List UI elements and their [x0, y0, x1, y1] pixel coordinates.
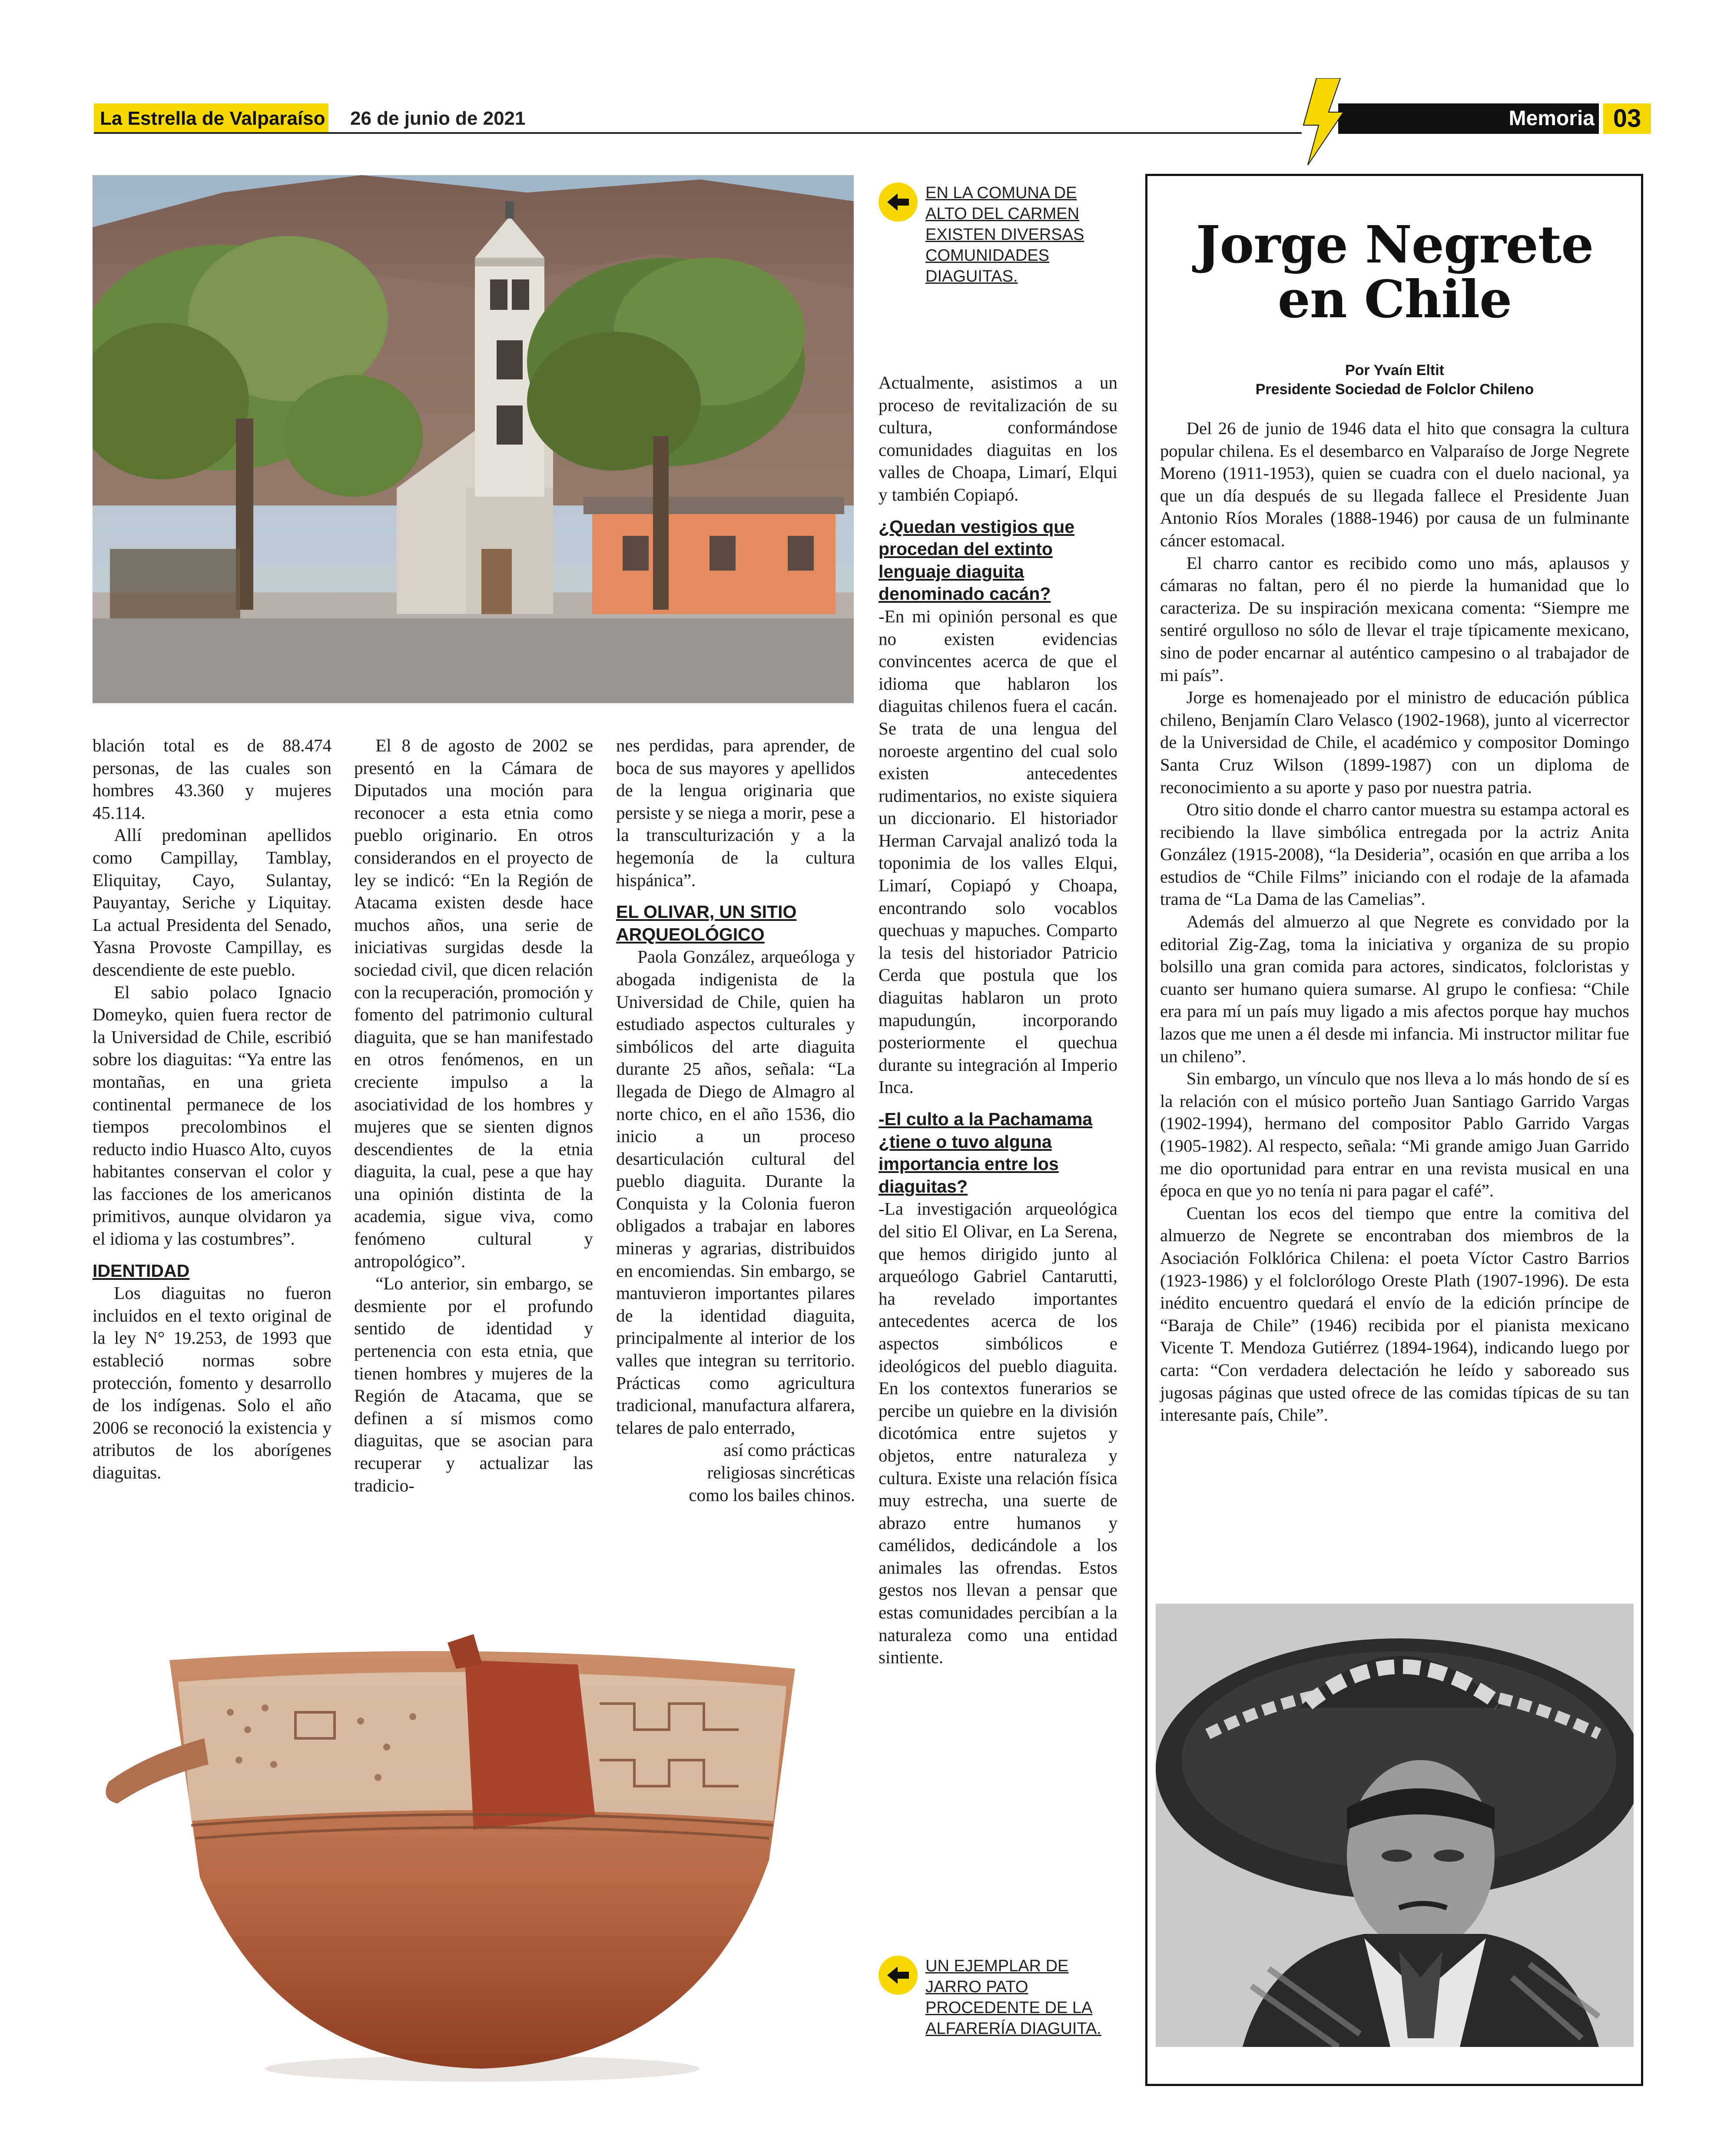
paragraph: Otro sitio donde el charro cantor muestra su estampa actoral es recibiendo la llave simbólica entregada por la actriz Anita González (1915-2008), “la Desideria”, ocasión en que arriba a los estudios de “Chile Films” iniciando con el rodaje de la afamada trama de “La Dama de las Camelias”. [1160, 800, 1629, 909]
question-lenguaje: ¿Quedan vestigios que procedan del extinto lenguaje diaguita denominado cacán? [879, 516, 1075, 604]
sidebar-text [1160, 417, 1629, 1426]
paragraph: Del 26 de junio de 1946 data el hito que consagra la cultura popular chilena. Es el desembarco en Valparaíso de Jorge Negrete Moreno (1911-1953), quien se cuadra con el duelo nacional, ya que un día después de su llegada fallece el Presidente Juan Antonio Ríos Morales (1888-1946) por causa de un fulminante cáncer estomacal. [1160, 419, 1629, 550]
subheading-identidad: IDENTIDAD [93, 1260, 190, 1281]
paragraph: nes perdidas, para aprender, de boca de sus mayores y apellidos de la lengua originaria que persiste y se niega a morir, pese a la transculturización y a la hegemonía de la cultura hispánica”. [616, 735, 855, 890]
page-number: 03 [1603, 103, 1651, 134]
paragraph: El sabio polaco Ignacio Domeyko, quien fuera rector de la Universidad de Chile, escribió sobre los diaguitas: “Ya entre las montañas, en una grieta continental permanece de los tiempos precolombinos el reducto indio Huasco Alto, cuyos habitantes conservan el color y las facciones de los americanos primitivos, aunque olvidaron ya el idioma y las costumbres”. [93, 982, 332, 1249]
paragraph: Allí predominan apellidos como Campillay, Tamblay, Eliquitay, Cayo, Sulantay, Pauyantay, Seriche y Liquitay. La actual Presidenta del Senado, Yasna Provoste Campillay, es descendiente de este pueblo. [93, 825, 332, 980]
sidebar-title [1147, 214, 1642, 329]
paragraph: Además del almuerzo al que Negrete es convidado por la editorial Zig-Zag, toma la iniciativa y organiza de su propio bolsillo una gran comida para actores, sindicatos, folcloristas y cuanto ser humano quiera sumarse. Al grupo le confiesa: “Chile era para mí un país muy ligado a mis afectos porque hay muchos lazos que me unen a él desde mi infancia. Mi instructor militar fue un chileno”. [1160, 912, 1629, 1066]
church-caption-text: EN LA COMUNA DE ALTO DEL CARMEN EXISTEN DIVERSAS COMUNIDADES DIAGUITAS. [925, 184, 1084, 286]
article-column-2 [354, 734, 593, 1497]
diaguita-bowl-photo [91, 1634, 873, 2090]
paragraph: Sin embargo, un vínculo que nos lleva a lo más hondo de sí es la relación con el músico porteño Juan Santiago Garrido Vargas (1902-1994), hermano del compositor Pablo Garrido Vargas (1905-1982). Al respecto, señala: “Mi grande amigo Juan Garrido me dio oportunidad para entrar en una revista musical en una época en que yo no tenía ni para pagar el café”. [1160, 1069, 1629, 1201]
article-column-4 [879, 372, 1117, 1669]
bowl-caption [879, 1956, 1122, 2039]
header-rule [94, 132, 1302, 134]
question-pachamama: -El culto a la Pachamama ¿tiene o tuvo alguna importancia entre los diaguitas? [879, 1109, 1093, 1196]
paragraph: blación total es de 88.474 personas, de las cuales son hombres 43.360 y mujeres 45.114. [93, 735, 332, 823]
church-photo [93, 175, 854, 703]
lightning-bolt-icon [1299, 78, 1347, 165]
arrow-left-icon [879, 1956, 918, 1995]
paragraph-tail: así como prácticas religiosas sincréticas como los bailes chinos. [689, 1440, 855, 1505]
sidebar-title-line-1: Jorge Negrete [1196, 214, 1594, 275]
paragraph: Jorge es homenajeado por el ministro de educación pública chileno, Benjamín Claro Velasco (1902-1968), junto al vicerrector de la Universidad de Chile, el académico y compositor Domingo Santa Cruz Wilson (1899-1987) con un diploma de reconocimiento a su aporte y paso por nuestra patria. [1160, 688, 1629, 797]
paragraph: Actualmente, asistimos a un proceso de revitalización de su cultura, conformándose comunidades diaguitas en los valles de Choapa, Limarí, Elqui y también Copiapó. [879, 372, 1117, 505]
article-column-1 [93, 734, 332, 1484]
byline [1147, 361, 1642, 399]
bowl-caption-text: UN EJEMPLAR DE JARRO PATO PROCEDENTE DE LA ALFARERÍA DIAGUITA. [925, 1957, 1101, 2038]
answer-paragraph: -En mi opinión personal es que no existen evidencias convincentes acerca de que el idioma que hablaron los diaguitas chilenos fuera el cacán. Se trata de una lengua del noroeste argentino del cual solo existen antecedentes rudimentarios, no existe siquiera un diccionario. El historiador Herman Carvajal analizó toda la toponimia de los valles Elqui, Limarí, Copiapó y Choapa, encontrando solo vocablos quechuas y mapuches. Comparto la tesis del historiador Patricio Cerda que postula que los diaguitas hablaron un proto mapudungún, incorporando posteriormente el quechua durante su integración al Imperio Inca. [879, 606, 1117, 1097]
subheading-olivar: EL OLIVAR, UN SITIO ARQUEOLÓGICO [616, 902, 797, 944]
sidebar-title-line-2: en Chile [1277, 269, 1512, 329]
paragraph: “Lo anterior, sin embargo, se desmiente por el profundo sentido de identidad y pertenencia con esta etnia, que tienen hombres y mujeres de la Región de Atacama, que se definen a sí mismos como diaguitas, que se asocian para recuperar y actualizar las tradicio- [354, 1273, 593, 1495]
article-column-3 [616, 734, 855, 1506]
byline-role: Presidente Sociedad de Folclor Chileno [1255, 381, 1534, 398]
paragraph: Los diaguitas no fueron incluidos en el texto original de la ley N° 19.253, de 1993 que estableció normas sobre protección, fomento y desarrollo de los indígenas. Solo el año 2006 se reconoció la existencia y atributos de los aborígenes diaguitas. [93, 1283, 332, 1482]
paragraph: El 8 de agosto de 2002 se presentó en la Cámara de Diputados una moción para reconocer a esta etnia como pueblo originario. En otros considerandos en el proyecto de ley se indicó: “En la Región de Atacama existen desde hace muchos años, una serie de iniciativas surgidas desde la sociedad civil, que dicen relación con la recuperación, promoción y fomento del patrimonio cultural diaguita, que se han manifestado en otros fenómenos, en un creciente impulso a la asociatividad de los hombres y mujeres que se sienten dignos descendientes de la etnia diaguita, la cual, pese a que hay una opinión distinta de la academia, sigue viva, como fenómeno cultural y antropológico”. [354, 735, 593, 1271]
issue-date: 26 de junio de 2021 [350, 108, 526, 129]
jorge-negrete-portrait [1156, 1604, 1634, 2047]
publication-name: La Estrella de Valparaíso [94, 103, 328, 134]
answer-paragraph: -La investigación arqueológica del sitio El Olivar, en La Serena, que hemos dirigido junto al arqueólogo Gabriel Cantarutti, ha revelado importantes antecedentes acerca de los aspectos simbólicos e ideológicos del pueblo diaguita. En los contextos funerarios se percibe un quiebre en la división dicotómica entre sujetos y objetos, entre naturaleza y cultura. Existe una relación física muy estrecha, una suerte de abrazo entre humanos y camélidos, dedicándole a los animales las ofrendas. Estos gestos nos llevan a pensar que estas comunidades percibían a la naturaleza como una entidad sintiente. [879, 1199, 1117, 1668]
paragraph: El charro cantor es recibido como uno más, aplausos y cámaras no faltan, pero él no pierde la humanidad que lo caracteriza. De su inspiración mexicana comenta: “Siempre me sentiré orgulloso no sólo de llevar el traje típicamente mexicano, sino de poder encarnar al auténtico campesino o al trabajador de mi país”. [1160, 553, 1629, 685]
byline-author: Por Yvaín Eltit [1345, 362, 1444, 379]
paragraph: Paola González, arqueóloga y abogada indigenista de la Universidad de Chile, quien ha estudiado aspectos culturales y simbólicos del arte diaguita durante 25 años, señala: “La llegada de Diego de Almagro al norte chico, en el año 1536, dio inicio a un proceso desarticulación cultural del pueblo diaguita. Durante la Conquista y la Colonia fueron obligados a trabajar en labores mineras y agrarias, distribuidos en encomiendas. Sin embargo, se mantuvieron importantes pilares de la identidad diaguita, principalmente al interior de los valles que integran su territorio. Prácticas como agricultura tradicional, manufactura alfarera, telares de palo enterrado, [616, 947, 855, 1438]
section-name: Memoria [1508, 107, 1595, 130]
paragraph: Cuentan los ecos del tiempo que entre la comitiva del almuerzo de Negrete se encontraban dos miembros de la Asociación Folklórica Chilena: el poeta Víctor Castro Barrios (1923-1986) y el folclorólogo Oreste Plath (1907-1996). De esta inédito encuentro quedará el envío de la edición príncipe de “Baraja de Chile” (1946) recibida por el pianista mexicano Vicente T. Mendoza Gutiérrez (1894-1964), indicando luego por carta: “Con verdadera delectación he leído y saboreado sus jugosas páginas que usted ofrece de las comidas típicas de su tan interesante país, Chile”. [1160, 1203, 1629, 1425]
church-caption [879, 183, 1122, 287]
